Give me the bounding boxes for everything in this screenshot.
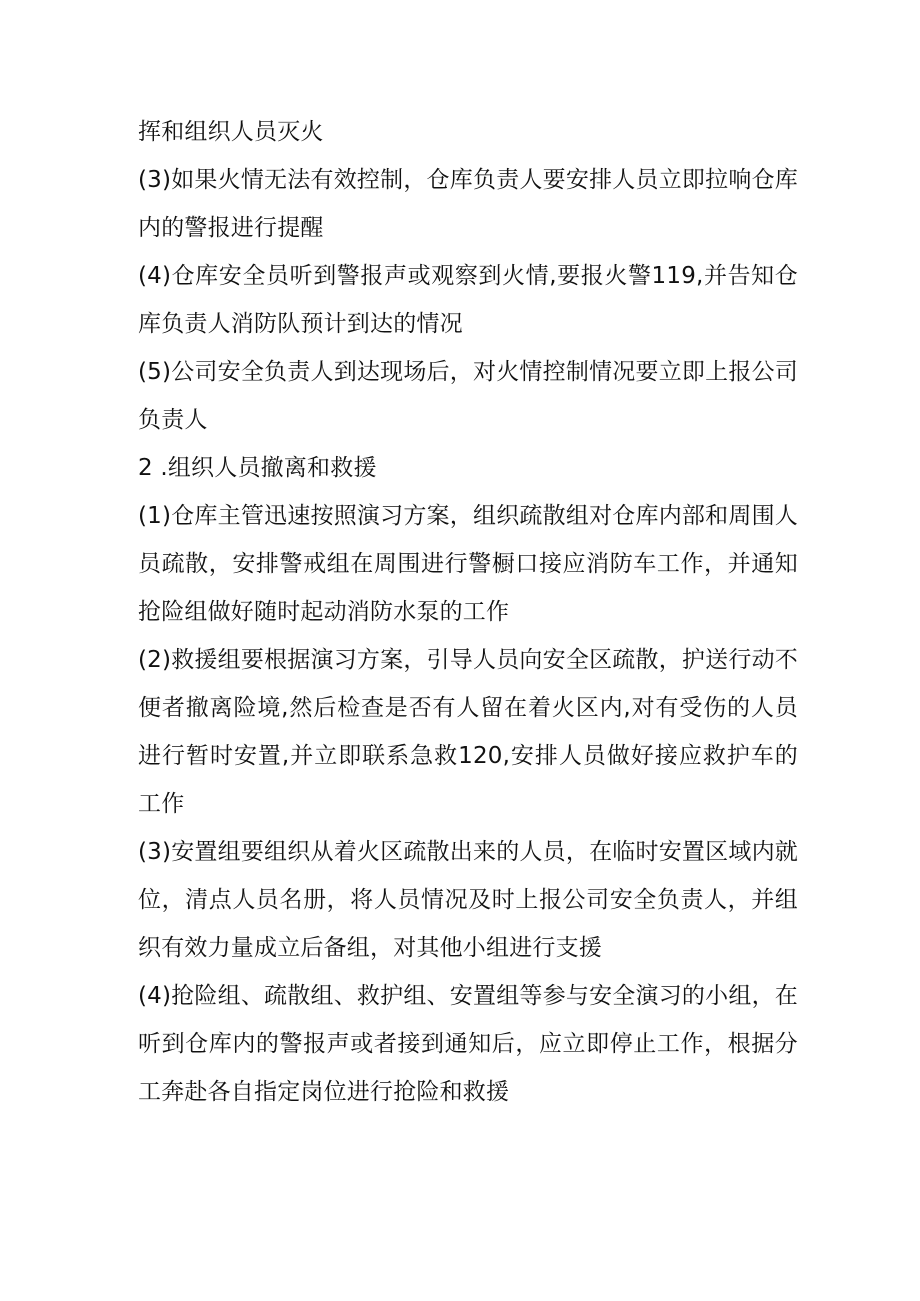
section-heading-evacuation: 2 .组织人员撤离和救援 bbox=[138, 455, 377, 481]
paragraph-item-3-alarm: (3)如果火情无法有效控制，仓库负责人要安排人员立即拉响仓库内的警报进行提醒 bbox=[138, 167, 798, 241]
document-body bbox=[138, 108, 798, 1116]
paragraph-evac-item-2: (2)救援组要根据演习方案，引导人员向安全区疏散，护送行动不便者撤离险境,然后检查是否有人留在着火区内,对有受伤的人员进行暂时安置,并立即联系急救120,安排人员做好接应救护车的工作 bbox=[138, 647, 798, 817]
paragraph-item-5-report: (5)公司安全负责人到达现场后，对火情控制情况要立即上报公司负责人 bbox=[138, 359, 798, 433]
paragraph-evac-item-3: (3)安置组要组织从着火区疏散出来的人员，在临时安置区域内就位，清点人员名册，将人员情况及时上报公司安全负责人，并组织有效力量成立后备组，对其他小组进行支援 bbox=[138, 839, 798, 961]
paragraph-continuation: 挥和组织人员灭火 bbox=[138, 119, 324, 145]
paragraph-evac-item-1: (1)仓库主管迅速按照演习方案，组织疏散组对仓库内部和周围人员疏散，安排警戒组在周围进行警橱口接应消防车工作，并通知抢险组做好随时起动消防水泵的工作 bbox=[138, 503, 798, 625]
paragraph-item-4-call-119: (4)仓库安全员听到警报声或观察到火情,要报火警119,并告知仓库负责人消防队预计到达的情况 bbox=[138, 263, 798, 337]
paragraph-evac-item-4: (4)抢险组、疏散组、救护组、安置组等参与安全演习的小组，在听到仓库内的警报声或者接到通知后，应立即停止工作，根据分工奔赴各自指定岗位进行抢险和救援 bbox=[138, 983, 798, 1105]
